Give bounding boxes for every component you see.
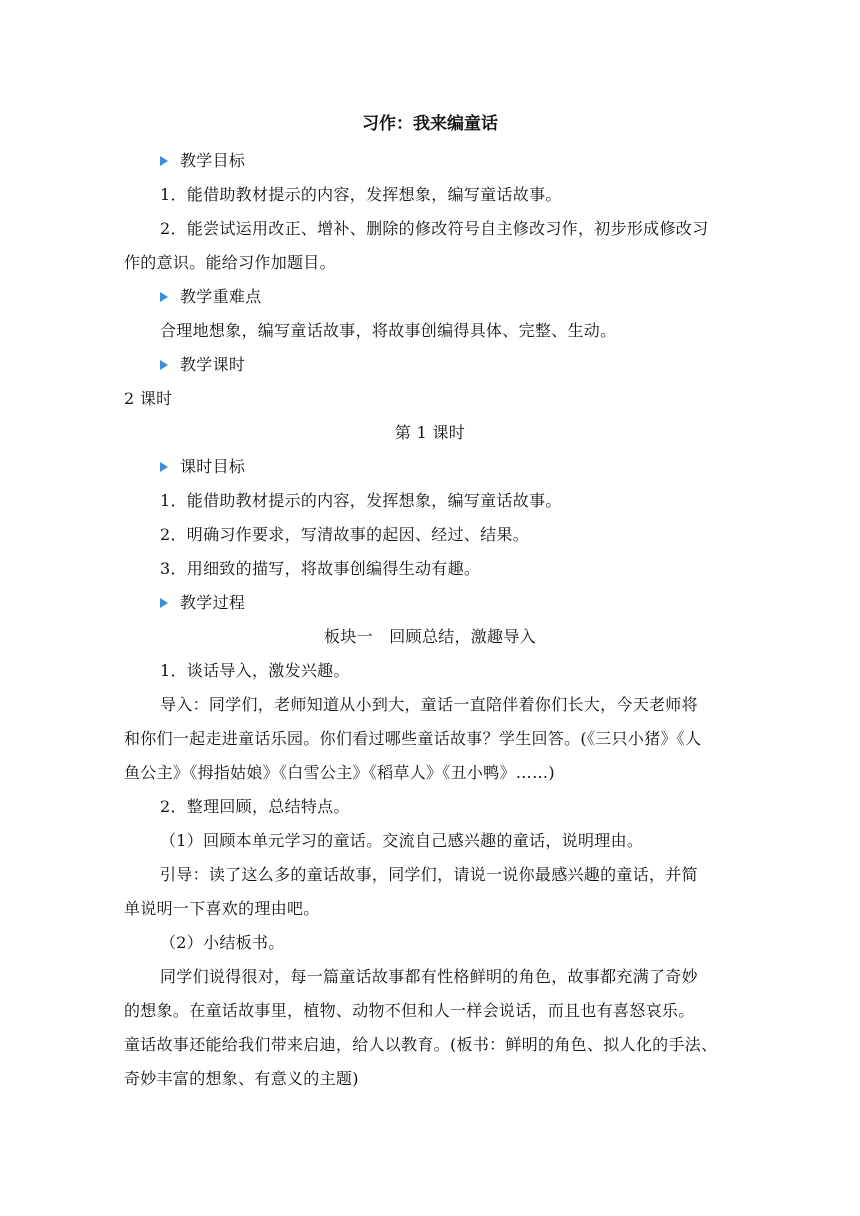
summary-line-1: 同学们说得很对，每一篇童话故事都有性格鲜明的角色，故事都充满了奇妙 bbox=[160, 967, 698, 986]
section-heading-lesson-goals bbox=[124, 450, 736, 484]
periods-text: 2 课时 bbox=[124, 389, 173, 408]
section-heading-periods bbox=[124, 348, 736, 382]
section-heading-process bbox=[124, 586, 736, 620]
intro-line-1: 导入：同学们，老师知道从小到大，童话一直陪伴着你们长大，今天老师将 bbox=[160, 695, 698, 714]
summary-line-4: 奇妙丰富的想象、有意义的主题) bbox=[124, 1069, 359, 1088]
sub-step-1: （1）回顾本单元学习的童话。交流自己感兴趣的童话，说明理由。 bbox=[160, 831, 644, 850]
goal-item-1: 1．能借助教材提示的内容，发挥想象，编写童话故事。 bbox=[160, 185, 562, 204]
section-heading-label: 课时目标 bbox=[180, 457, 246, 476]
goal-item-2-line-1: 2．能尝试运用改正、增补、删除的修改符号自主修改习作，初步形成修改习 bbox=[160, 219, 709, 238]
document-title: 习作：我来编童话 bbox=[362, 114, 498, 134]
section-heading-label: 教学重难点 bbox=[180, 287, 262, 306]
lesson-goal-item-3: 3．用细致的描写，将故事创编得生动有趣。 bbox=[160, 559, 481, 578]
difficulty-text: 合理地想象，编写童话故事，将故事创编得具体、完整、生动。 bbox=[160, 321, 617, 340]
section-heading-label: 教学过程 bbox=[180, 593, 246, 612]
triangle-bullet-icon bbox=[160, 360, 168, 370]
goal-item-2-line-2: 作的意识。能给习作加题目。 bbox=[124, 253, 336, 272]
block-title: 板块一 回顾总结，激趣导入 bbox=[324, 627, 536, 646]
lesson-goal-item-1: 1．能借助教材提示的内容，发挥想象，编写童话故事。 bbox=[160, 491, 562, 510]
guide-line-2: 单说明一下喜欢的理由吧。 bbox=[124, 899, 320, 918]
lesson-title: 第 1 课时 bbox=[394, 423, 466, 442]
summary-line-3: 童话故事还能给我们带来启迪，给人以教育。(板书：鲜明的角色、拟人化的手法、 bbox=[124, 1035, 718, 1054]
section-heading-label: 教学课时 bbox=[180, 355, 246, 374]
triangle-bullet-icon bbox=[160, 156, 168, 166]
process-step-1: 1．谈话导入，激发兴趣。 bbox=[160, 661, 350, 680]
triangle-bullet-icon bbox=[160, 292, 168, 302]
section-heading-label: 教学目标 bbox=[180, 151, 246, 170]
triangle-bullet-icon bbox=[160, 598, 168, 608]
section-heading-goals bbox=[124, 144, 736, 178]
guide-line-1: 引导：读了这么多的童话故事，同学们，请说一说你最感兴趣的童话，并简 bbox=[160, 865, 698, 884]
triangle-bullet-icon bbox=[160, 462, 168, 472]
sub-step-2: （2）小结板书。 bbox=[160, 933, 285, 952]
section-heading-difficulty bbox=[124, 280, 736, 314]
intro-line-2: 和你们一起走进童话乐园。你们看过哪些童话故事？学生回答。(《三只小猪》《人 bbox=[124, 729, 702, 748]
process-step-2: 2．整理回顾，总结特点。 bbox=[160, 797, 350, 816]
summary-line-2: 的想象。在童话故事里，植物、动物不但和人一样会说话，而且也有喜怒哀乐。 bbox=[124, 1001, 695, 1020]
lesson-goal-item-2: 2．明确习作要求，写清故事的起因、经过、结果。 bbox=[160, 525, 530, 544]
intro-line-3: 鱼公主》《拇指姑娘》《白雪公主》《稻草人》《丑小鸭》……) bbox=[124, 763, 555, 782]
